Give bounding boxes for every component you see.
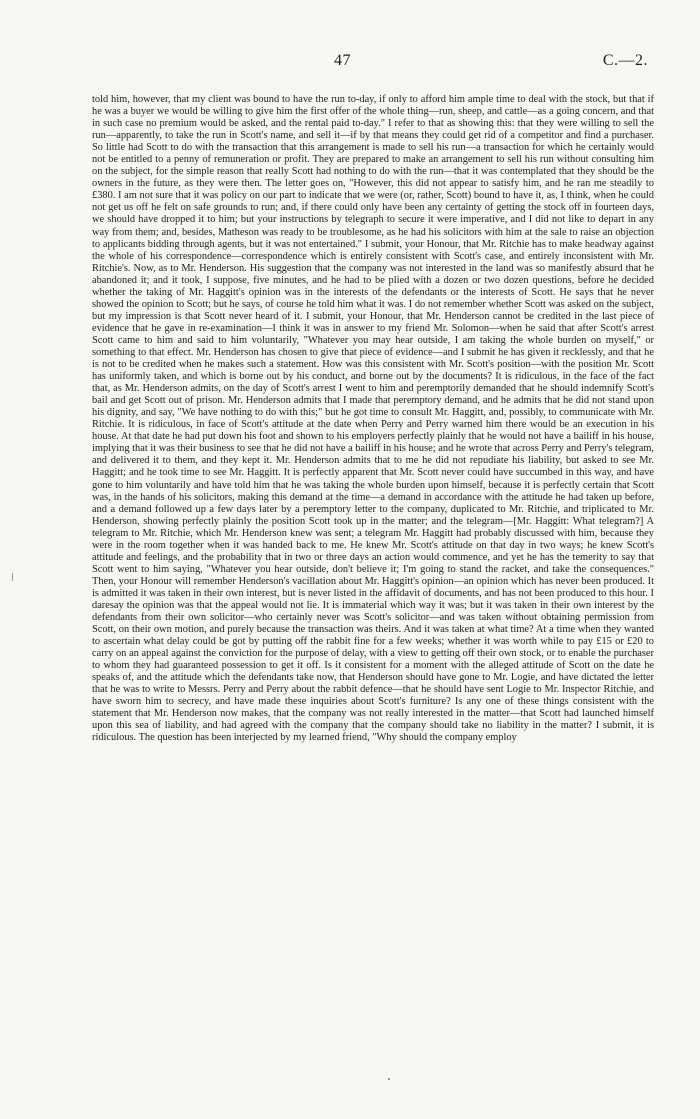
page-number: 47 xyxy=(334,52,351,69)
margin-mark xyxy=(12,573,13,581)
page-header xyxy=(0,52,700,76)
document-reference: C.—2. xyxy=(602,52,648,69)
footer-dot xyxy=(388,1078,390,1080)
body-paragraph: told him, however, that my client was bound to have the run to-day, if only to afford him ample time to deal with the stock, but that if he was a buyer we would be willing to give him the first offer of the whole thing—run, sheep, and cattle—as a going concern, and that in such case no premium would be asked, and the rental paid to-day." I refer to that as showing this: that they were willing to sell the run—apparently, to take the run in Scott's name, and sell it—if by that means they could get rid of a competitor and find a purchaser. So little had Scott to do with the transaction that this arrangement is made to sell his run—a transaction for which he certainly would not be entitled to a penny of remuneration or profit. They are prepared to make an arrangement to sell his run without consulting him on the subject, for the simple reason that really Scott had nothing to do with the run—that it was contemplated that they should be the owners in the future, as they were then. The letter goes on, "However, this did not appear to satisfy him, and he ran me steadily to £380. I am not sure that it was policy on our part to indicate that we were (or, rather, Scott) bound to have it, as, I think, when he could not get us off he felt on safe grounds to run; and, if there could only have been any certainty of getting the stock off in fourteen days, we should have dropped it to him; but your instructions by telegraph to secure it were imperative, and I did not like to depart in any way from them; and, besides, Matheson was ready to be troublesome, as he had his solicitors with him at the sale to raise an objection to applicants bidding through agents, but it was not entertained." I submit, your Honour, that Mr. Ritchie has to make headway against the whole of his correspondence—correspondence which is entirely consistent with Scott's case, and entirely inconsistent with Mr. Ritchie's. Now, as to Mr. Henderson. His suggestion that the company was not interested in the land was so manifestly absurd that he abandoned it; and it took, I suppose, five minutes, and he had to be plied with a dozen or two dozen questions, before he decided whether the taking of Mr. Haggitt's opinion was in the interests of the defendants or the interests of Scott. He says that he never showed the opinion to Scott; but he says, of course he told him what it was. I do not remember whether Scott was asked on the subject, but my impression is that Scott never heard of it. I submit, your Honour, that Mr. Henderson cannot be credited in the last piece of evidence that he gave in re-examination—I think it was in answer to my friend Mr. Solomon—when he said that after Scott's arrest Scott came to him and said to him voluntarily, "Whatever you may hear outside, I am taking the whole burden on myself," or something to that effect. Mr. Henderson has chosen to give that piece of evidence—and I submit he has given it recklessly, and that he is not to be credited when he makes such a statement. How was this consistent with Mr. Scott's position—with the position Mr. Scott has uniformly taken, and which is borne out by his conduct, and borne out by the documents? It is ridiculous, in the face of the fact that, as Mr. Henderson admits, on the day of Scott's arrest I went to him and peremptorily demanded that he should indemnify Scott's bail and get Scott out of prison. Mr. Henderson admits that I made that peremptory demand, and he admits that he did not stand upon his dignity, and say, "We have nothing to do with this;" but he got time to consult Mr. Haggitt, and, possibly, to communicate with Mr. Ritchie. It is ridiculous, in face of Scott's attitude at the date when Perry and Perry warned him there would be an execution in his house. At that date he had put down his foot and shown to his employers perfectly plainly that he would not have a bailiff in his house, implying that it was their business to see that he did not have a bailiff in his house; and he wrote that across Perry and Perry's telegram, and delivered it to them, and they kept it. Mr. Henderson admits that to me he did not repudiate his liability, but asked to see Mr. Haggitt; and he took time to see Mr. Haggitt. It is perfectly apparent that Mr. Scott never could have succumbed in this way, and have gone to him voluntarily and have told him that he was taking the whole burden upon himself, because it is perfectly certain that Scott was, in the hands of his solicitors, making this demand at the time—a demand in accordance with the attitude he had taken up before, and a demand followed up a few days later by a peremptory letter to the company, duplicated to Mr. Ritchie, and triplicated to Mr. Henderson, showing perfectly plainly the position Scott took up in the matter; and the telegram—[Mr. Haggitt: What telegram?] A telegram to Mr. Ritchie, which Mr. Henderson knew was sent; a telegram Mr. Haggitt had probably discussed with him, because they were in the room together when it was handed back to me. He knew Mr. Scott's attitude on that day in two ways; he knew Scott's attitude and feelings, and the probability that in two or three days an action would commence, and yet he has the temerity to say that Scott went to him saying, "Whatever you hear outside, don't believe it; I'm going to stand the racket, and take the consequences." Then, your Honour will remember Henderson's vacillation about Mr. Haggitt's opinion—an opinion which has never been produced. It is admitted it was taken in their own interest, but is never listed in the affidavit of documents, and has not been produced to this hour. I daresay the opinion was that the appeal would not lie. It is immaterial which way it was; but it was taken in their own interest by the defendants from their own solicitor—who certainly never was Scott's solicitor—and was taken without obtaining permission from Scott, on their own motion, and purely because the transaction was theirs. And it was taken at what time? At a time when they wanted to ascertain what delay could be got by putting off the rabbit fine for a few weeks; whether it was worth while to pay £15 or £20 to carry on an appeal against the conviction for the purpose of delay, with a view to getting off their own stock, or to enable the purchaser to whom they had guaranteed possession to get it off. Is it consistent for a moment with the alleged attitude of Scott on the date he speaks of, and the attitude which the defendants take now, that Henderson should have gone to Mr. Logie, and have dictated the letter that he was to write to Messrs. Perry and Perry about the rabbit defence—that he should have sent Logie to Mr. Inspector Ritchie, and have sworn him to secrecy, and have made these inquiries about Scott's furniture? Is any one of these things consistent with the statement that Mr. Henderson now makes, that the company was not really interested in the matter—that Scott had launched himself upon this sea of liability, and had agreed with the company that the company should take no liability in the matter? I submit, it is ridiculous. The question has been interjected by my learned friend, "Why should the company employ xyxy=(92,94,654,744)
